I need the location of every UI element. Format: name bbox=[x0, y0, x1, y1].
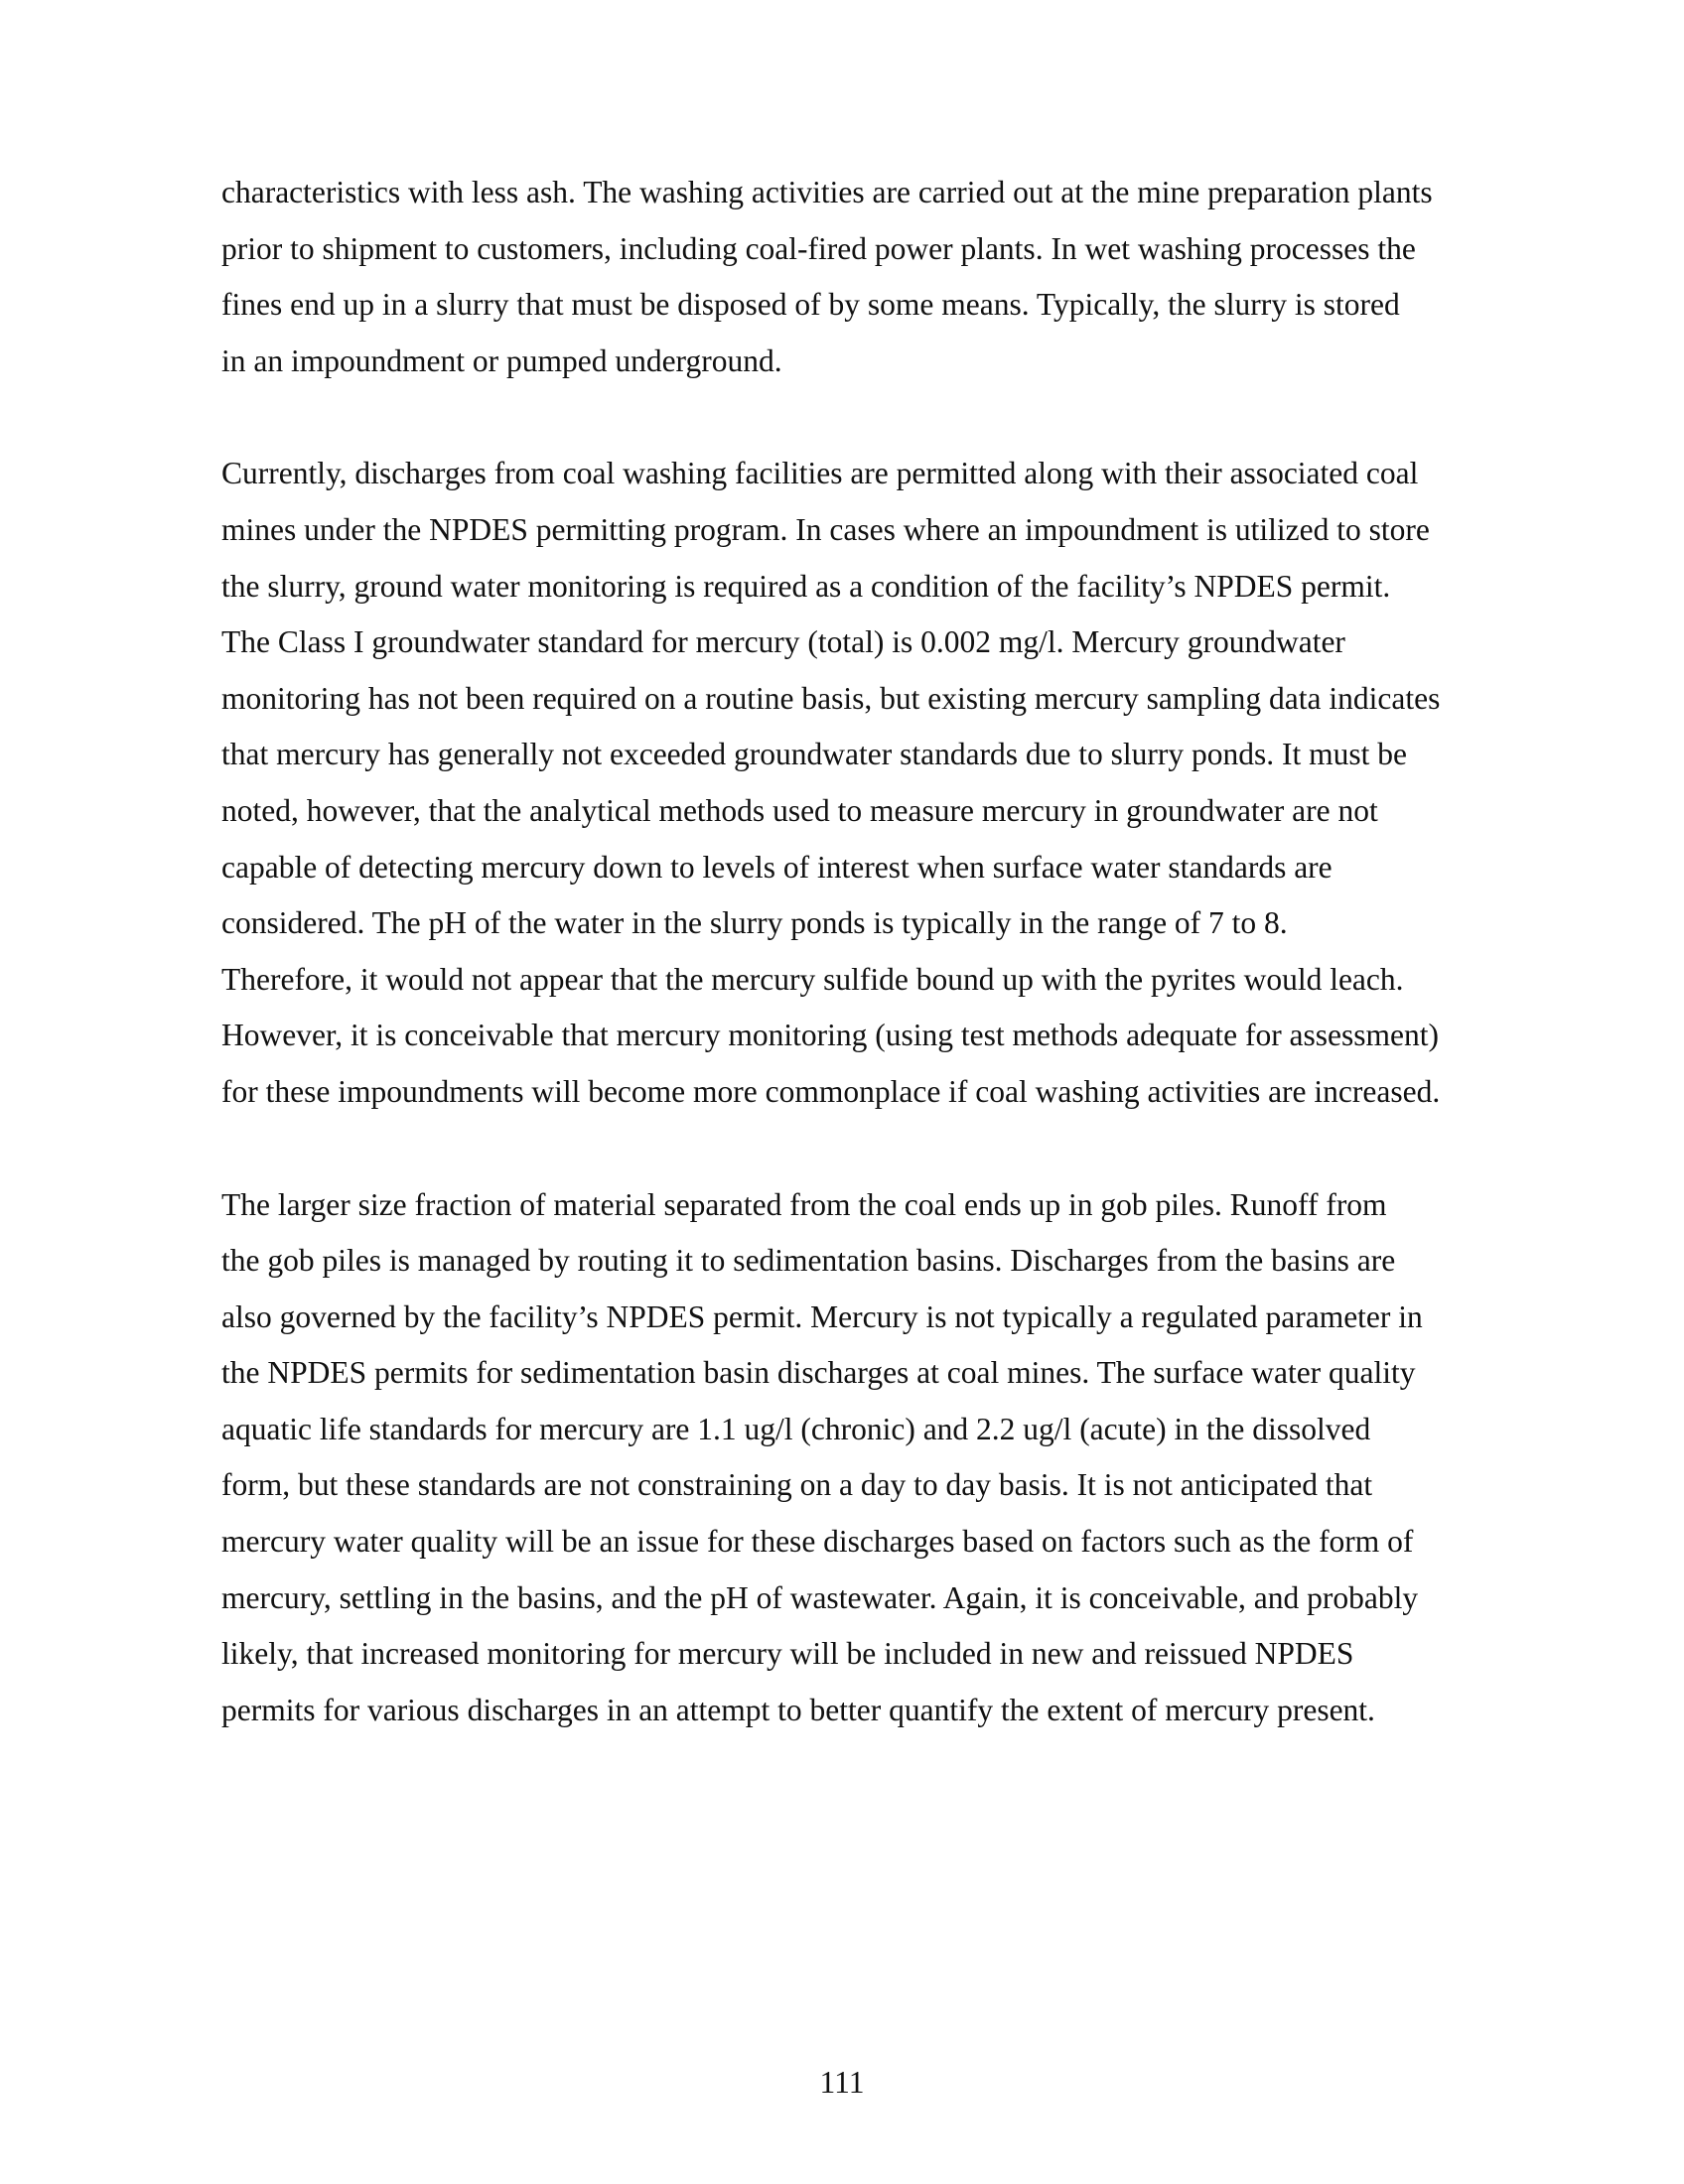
text-line: in an impoundment or pumped underground. bbox=[221, 342, 782, 378]
paragraph-gob-piles bbox=[221, 1177, 1502, 1739]
text-line: aquatic life standards for mercury are 1.1 ug/l (chronic) and 2.2 ug/l (acute) in the dissolved bbox=[221, 1411, 1371, 1446]
text-line: form, but these standards are not constraining on a day to day basis. It is not anticipated that bbox=[221, 1467, 1373, 1503]
text-line: mines under the NPDES permitting program. In cases where an impoundment is utilized to store bbox=[221, 511, 1430, 547]
text-line: The Class I groundwater standard for mercury (total) is 0.002 mg/l. Mercury groundwater bbox=[221, 624, 1345, 660]
text-line: considered. The pH of the water in the slurry ponds is typically in the range of 7 to 8. bbox=[221, 905, 1288, 941]
text-line: The larger size fraction of material separated from the coal ends up in gob piles. Runoff from bbox=[221, 1186, 1387, 1222]
text-line: Currently, discharges from coal washing facilities are permitted along with their associated coal bbox=[221, 456, 1419, 491]
text-line: monitoring has not been required on a routine basis, but existing mercury sampling data indicates bbox=[221, 680, 1441, 716]
body-text bbox=[221, 165, 1502, 1795]
text-line: the NPDES permits for sedimentation basin discharges at coal mines. The surface water quality bbox=[221, 1355, 1416, 1391]
text-line: mercury, settling in the basins, and the pH of wastewater. Again, it is conceivable, and probably bbox=[221, 1579, 1419, 1615]
text-line: the gob piles is managed by routing it to sedimentation basins. Discharges from the basins are bbox=[221, 1243, 1396, 1279]
paragraph-npdes-groundwater bbox=[221, 446, 1502, 1120]
text-line: mercury water quality will be an issue for these discharges based on factors such as the form of bbox=[221, 1524, 1414, 1560]
text-line: fines end up in a slurry that must be disposed of by some means. Typically, the slurry is stored bbox=[221, 287, 1400, 323]
text-line: characteristics with less ash. The washing activities are carried out at the mine preparation plants bbox=[221, 175, 1433, 209]
text-line: However, it is conceivable that mercury monitoring (using test methods adequate for assessment) bbox=[221, 1018, 1440, 1053]
text-line: for these impoundments will become more commonplace if coal washing activities are increased. bbox=[221, 1073, 1441, 1109]
text-line: noted, however, that the analytical methods used to measure mercury in groundwater are not bbox=[221, 792, 1378, 828]
text-line: prior to shipment to customers, including coal-fired power plants. In wet washing processes the bbox=[221, 230, 1416, 266]
text-line: the slurry, ground water monitoring is required as a condition of the facility’s NPDES permit. bbox=[221, 568, 1391, 604]
text-line: that mercury has generally not exceeded groundwater standards due to slurry ponds. It must be bbox=[221, 737, 1408, 772]
text-line: permits for various discharges in an attempt to better quantify the extent of mercury present. bbox=[221, 1692, 1375, 1727]
text-line: likely, that increased monitoring for mercury will be included in new and reissued NPDES bbox=[221, 1636, 1354, 1672]
paragraph-coal-washing bbox=[221, 165, 1502, 389]
text-line: also governed by the facility’s NPDES permit. Mercury is not typically a regulated parameter in bbox=[221, 1298, 1423, 1334]
text-line: Therefore, it would not appear that the mercury sulfide bound up with the pyrites would leach. bbox=[221, 961, 1404, 997]
page-number: 111 bbox=[819, 2065, 865, 2100]
text-line: capable of detecting mercury down to levels of interest when surface water standards are bbox=[221, 849, 1333, 885]
